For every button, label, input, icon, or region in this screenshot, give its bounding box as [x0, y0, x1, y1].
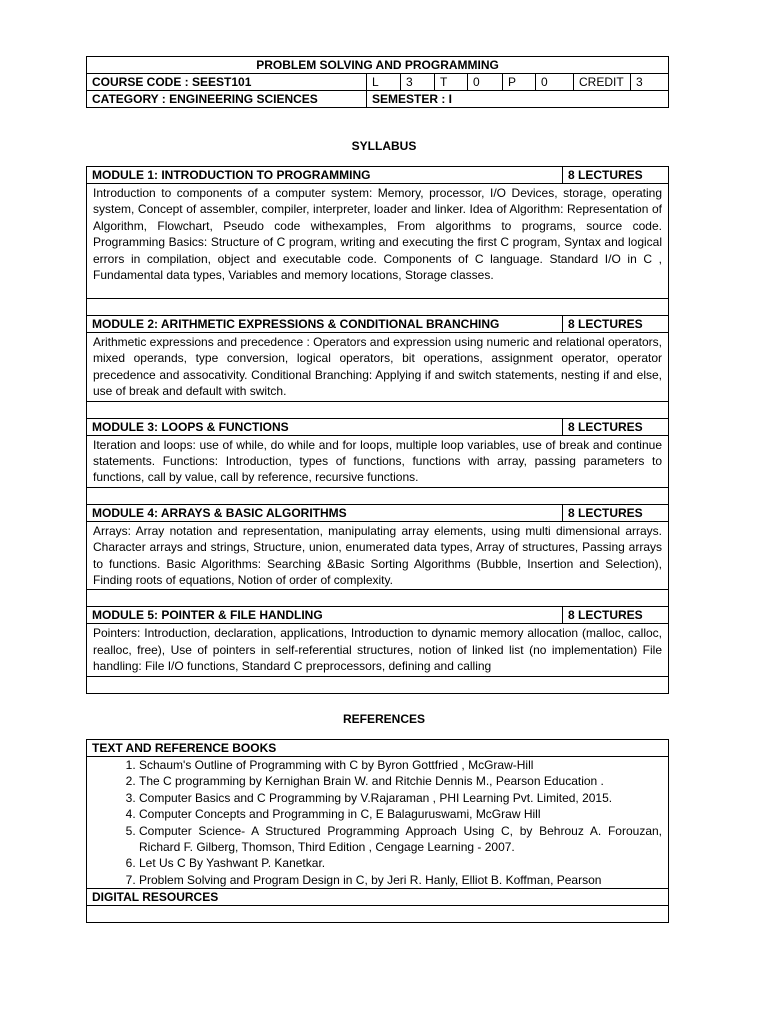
module-3-title: MODULE 3: LOOPS & FUNCTIONS	[87, 418, 563, 435]
module-1-lectures: 8 LECTURES	[563, 167, 669, 184]
t-value: 0	[468, 74, 503, 91]
module-3-lectures: 8 LECTURES	[563, 418, 669, 435]
books-heading: TEXT AND REFERENCE BOOKS	[87, 740, 669, 757]
p-value: 0	[536, 74, 574, 91]
list-item: 5. Computer Science- A Structured Programming Approach Using C, by Behrouz A. Forouzan, Richard F. Gilberg, Thomson, Third Edition , Cengage Learning - 2007.	[139, 823, 662, 856]
list-item: 2. The C programming by Kernighan Brain W. and Ritchie Dennis M., Pearson Education .	[139, 773, 662, 789]
module-3-content: Iteration and loops: use of while, do while and for loops, multiple loop variables, use of break and continue statements. Functions: Introduction, types of functions, functions with array, passing parameters to functions, call by value, call by reference, recursive functions.	[87, 435, 669, 487]
spacer-row	[87, 676, 669, 693]
module-4-content: Arrays: Array notation and representation, manipulating array elements, using multi dimensional arrays. Character arrays and strings, Structure, union, enumerated data types, Array of structures, Passing arrays to functions. Basic Algorithms: Searching &Basic Sorting Algorithms (Bubble, Insertion and Selection), Finding roots of equations, Notion of order of complexity.	[87, 521, 669, 590]
course-code: COURSE CODE : SEEST101	[87, 74, 367, 91]
semester: SEMESTER : I	[367, 91, 669, 108]
books-list	[93, 757, 662, 888]
module-5-title: MODULE 5: POINTER & FILE HANDLING	[87, 607, 563, 624]
module-5-content: Pointers: Introduction, declaration, applications, Introduction to dynamic memory allocation (malloc, calloc, realloc, free), Use of pointers in self-referential structures, notion of linked list (no implementation) File handling: File I/O functions, Standard C preprocessors, defining and calling	[87, 624, 669, 676]
module-2-lectures: 8 LECTURES	[563, 316, 669, 333]
list-item: 3. Computer Basics and C Programming by V.Rajaraman , PHI Learning Pvt. Limited, 2015.	[139, 790, 662, 806]
category: CATEGORY : ENGINEERING SCIENCES	[87, 91, 367, 108]
spacer-row	[87, 906, 669, 923]
course-title: PROBLEM SOLVING AND PROGRAMMING	[87, 57, 669, 74]
module-4-lectures: 8 LECTURES	[563, 504, 669, 521]
spacer-row	[87, 299, 669, 316]
digital-resources-heading: DIGITAL RESOURCES	[87, 889, 669, 906]
module-2-title: MODULE 2: ARITHMETIC EXPRESSIONS & CONDITIONAL BRANCHING	[87, 316, 563, 333]
p-label: P	[503, 74, 536, 91]
list-item: 4. Computer Concepts and Programming in C, E Balaguruswami, McGraw Hill	[139, 806, 662, 822]
module-1-content: Introduction to components of a computer system: Memory, processor, I/O Devices, storage, operating system, Concept of assembler, compiler, interpreter, loader and linker. Idea of Algorithm: Representation of Algorithm, Flowchart, Pseudo code withexamples, From algorithms to programs, source code. Programming Basics: Structure of C program, writing and executing the first C program, Syntax and logical errors in compilation, object and executable code. Components of C language. Standard I/O in C , Fundamental data types, Variables and memory locations, Storage classes.	[87, 184, 669, 299]
t-label: T	[435, 74, 468, 91]
module-2-content: Arithmetic expressions and precedence : Operators and expression using numeric and relational operators, mixed operands, type conversion, logical operators, bit operations, assignment operator, operator precedence and assocativity. Conditional Branching: Applying if and switch statements, nesting if and else, use of break and default with switch.	[87, 333, 669, 402]
spacer-row	[87, 487, 669, 504]
credit-value: 3	[631, 74, 669, 91]
list-item: 7. Problem Solving and Program Design in C, by Jeri R. Hanly, Elliot B. Koffman, Pearson	[139, 872, 662, 888]
module-5-lectures: 8 LECTURES	[563, 607, 669, 624]
l-label: L	[367, 74, 401, 91]
spacer-row	[87, 590, 669, 607]
references-heading: REFERENCES	[342, 712, 425, 726]
syllabus-table	[86, 166, 669, 694]
syllabus-heading: SYLLABUS	[351, 139, 417, 153]
books-cell	[87, 757, 669, 889]
list-item: 1. Schaum's Outline of Programming with C by Byron Gottfried , McGraw-Hill	[139, 757, 662, 773]
course-info-table	[86, 56, 669, 108]
references-table	[86, 739, 669, 923]
module-4-title: MODULE 4: ARRAYS & BASIC ALGORITHMS	[87, 504, 563, 521]
list-item: 6. Let Us C By Yashwant P. Kanetkar.	[139, 855, 662, 871]
l-value: 3	[401, 74, 435, 91]
module-1-title: MODULE 1: INTRODUCTION TO PROGRAMMING	[87, 167, 563, 184]
credit-label: CREDIT	[574, 74, 631, 91]
spacer-row	[87, 401, 669, 418]
